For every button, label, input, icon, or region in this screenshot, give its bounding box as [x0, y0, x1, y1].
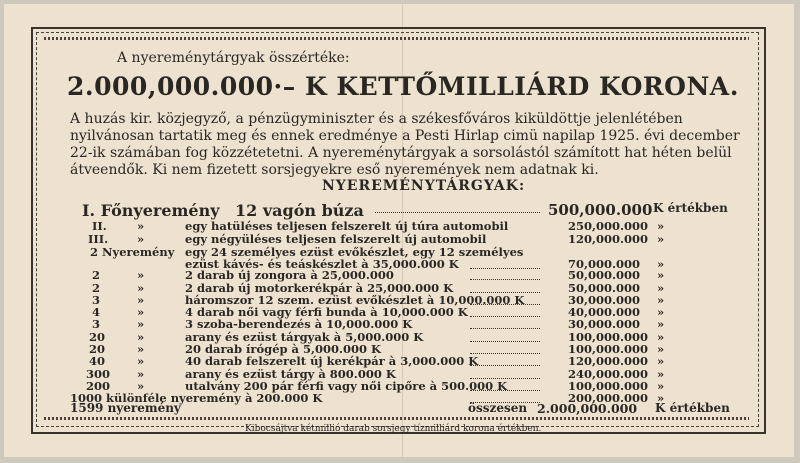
prize-quantity: 2 Nyeremény [90, 245, 175, 259]
leader-dots [470, 368, 540, 379]
prize-unit: » [657, 317, 665, 331]
prize-description: 12 vagón búza [235, 201, 364, 220]
ditto-mark: » [137, 268, 145, 282]
prize-unit: » [657, 268, 665, 282]
ditto-mark: » [137, 354, 145, 368]
prize-quantity: 20 [89, 342, 106, 356]
ditto-mark: » [137, 330, 145, 344]
leader-dots [470, 355, 540, 366]
prize-row [0, 268, 800, 282]
top-ornament-stripe [44, 37, 749, 40]
prize-unit: » [657, 342, 665, 356]
prize-description: arany és ezüst tárgy à 800.000 K [185, 367, 396, 381]
prize-description: 2 darab új motorkerékpár à 25,000.000 K [185, 281, 454, 295]
prize-quantity: 2 [92, 281, 101, 295]
prize-unit: » [657, 293, 665, 307]
prize-row [0, 232, 800, 246]
prize-description: 20 darab írógép à 5,000.000 K [185, 342, 382, 356]
prize-row [0, 317, 800, 331]
prize-unit: » [657, 391, 665, 405]
prize-row [0, 354, 800, 368]
prize-list-title: NYEREMÉNYTÁRGYAK: [322, 178, 526, 194]
prize-value: 70,000.000 [568, 257, 641, 271]
total-value: 2.000,000.000 [537, 401, 638, 416]
rules-line-4: átveendők. Ki nem fizetett sorsjegyekre eső nyeremények nem adatnak ki. [70, 162, 599, 178]
prize-value: 200,000.000 [568, 391, 649, 405]
prize-description: 3 szoba-berendezés à 10,000.000 K [185, 317, 413, 331]
prize-unit: » [657, 330, 665, 344]
prize-unit: » [657, 354, 665, 368]
prize-description: 2 darab új zongora à 25,000.000 [185, 268, 394, 282]
prize-value: 100,000.000 [568, 342, 649, 356]
prize-value: 40,000.000 [568, 305, 641, 319]
prize-quantity: 200 [86, 379, 111, 393]
ditto-mark: » [137, 219, 145, 233]
prize-description: egy 24 személyes ezüst evőkészlet, egy 12 személyes [185, 245, 524, 259]
leader-dots [470, 282, 540, 293]
prize-description: háromszor 12 szem. ezüst evőkészlet à 10,000.000 K [185, 293, 525, 307]
prize-quantity: 20 [89, 330, 106, 344]
prize-value: 100,000.000 [568, 379, 649, 393]
leader-dots [470, 306, 540, 317]
prize-quantity: II. [92, 219, 107, 233]
prize-quantity: 3 [92, 317, 101, 331]
prize-quantity: 1000 különféle nyeremény à 200.000 K [70, 391, 323, 405]
prize-description: egy hatüléses teljesen felszerelt új túra automobil [185, 219, 509, 233]
total-sum-label: összesen [468, 401, 528, 415]
total-count: 1599 nyeremény [70, 401, 181, 415]
prize-unit: » [657, 257, 665, 271]
prize-value: 240,000.000 [568, 367, 649, 381]
prize-unit: » [657, 281, 665, 295]
ditto-mark: » [137, 293, 145, 307]
ditto-mark: » [137, 281, 145, 295]
ditto-mark: » [137, 367, 145, 381]
prize-row [0, 201, 800, 220]
prize-unit: K értékben [653, 201, 728, 215]
prize-value: 50,000.000 [568, 268, 641, 282]
bottom-ornament-stripe [44, 417, 749, 420]
prize-quantity: III. [88, 232, 109, 246]
prize-value: 250,000.000 [568, 219, 649, 233]
prize-value: 30,000.000 [568, 293, 641, 307]
prize-description: 40 darab felszerelt új kerékpár à 3,000.000 K [185, 354, 479, 368]
prize-value: 120,000.000 [568, 354, 649, 368]
prize-row [0, 219, 800, 233]
prize-description: ezüst kávés- és teáskészlet à 35,000.000 K [185, 257, 459, 271]
leader-dots [375, 202, 540, 213]
prize-unit: » [657, 305, 665, 319]
prize-description: utalvány 200 pár férfi vagy női cipőre à 500.000 K [185, 379, 508, 393]
prize-value: 100,000.000 [568, 330, 649, 344]
prize-value: 30,000.000 [568, 317, 641, 331]
prize-description: egy négyüléses teljesen felszerelt új automobil [185, 232, 487, 246]
prize-description: 4 darab női vagy férfi bunda à 10,000.000 K [185, 305, 468, 319]
ditto-mark: » [137, 342, 145, 356]
issue-note: Kibocsájtva kétmillió darab sorsjegy tízmilliárd korona értékben. [245, 424, 542, 434]
prize-quantity: 40 [89, 354, 106, 368]
prize-unit: » [657, 367, 665, 381]
prize-quantity: I. Főnyeremény [82, 201, 220, 220]
total-value-intro: A nyereménytárgyak összértéke: [117, 50, 350, 66]
prize-unit: » [657, 379, 665, 393]
ditto-mark: » [137, 232, 145, 246]
prize-value: 500,000.000 [548, 201, 653, 219]
rules-line-3: 22-ik számában fog közzétetetni. A nyereménytárgyak a sorsolástól számított hat héten belül [70, 145, 732, 161]
prize-quantity: 4 [92, 305, 101, 319]
rules-line-2: nyilvánosan tartatik meg és ennek eredménye a Pesti Hirlap cimü napilap 1925. évi december [70, 128, 740, 144]
prize-quantity: 2 [92, 268, 101, 282]
prize-description: arany és ezüst tárgyak à 5,000.000 K [185, 330, 424, 344]
ditto-mark: » [137, 305, 145, 319]
ditto-mark: » [137, 379, 145, 393]
prize-unit: » [657, 232, 665, 246]
total-value-headline: 2.000,000.000·– K KETTŐMILLIÁRD KORONA. [67, 72, 739, 101]
total-row [0, 401, 800, 415]
leader-dots [470, 331, 540, 342]
prize-quantity: 3 [92, 293, 101, 307]
prize-unit: » [657, 219, 665, 233]
rules-line-1: A huzás kir. közjegyző, a pénzügyminiszter és a székesfőváros kiküldöttje jelenlétében [70, 111, 683, 127]
ditto-mark: » [137, 317, 145, 331]
prize-quantity: 300 [86, 367, 111, 381]
leader-dots [470, 318, 540, 329]
total-unit: K értékben [655, 401, 730, 415]
leader-dots [470, 343, 540, 354]
leader-dots [470, 269, 540, 280]
prize-value: 120,000.000 [568, 232, 649, 246]
prize-value: 50,000.000 [568, 281, 641, 295]
